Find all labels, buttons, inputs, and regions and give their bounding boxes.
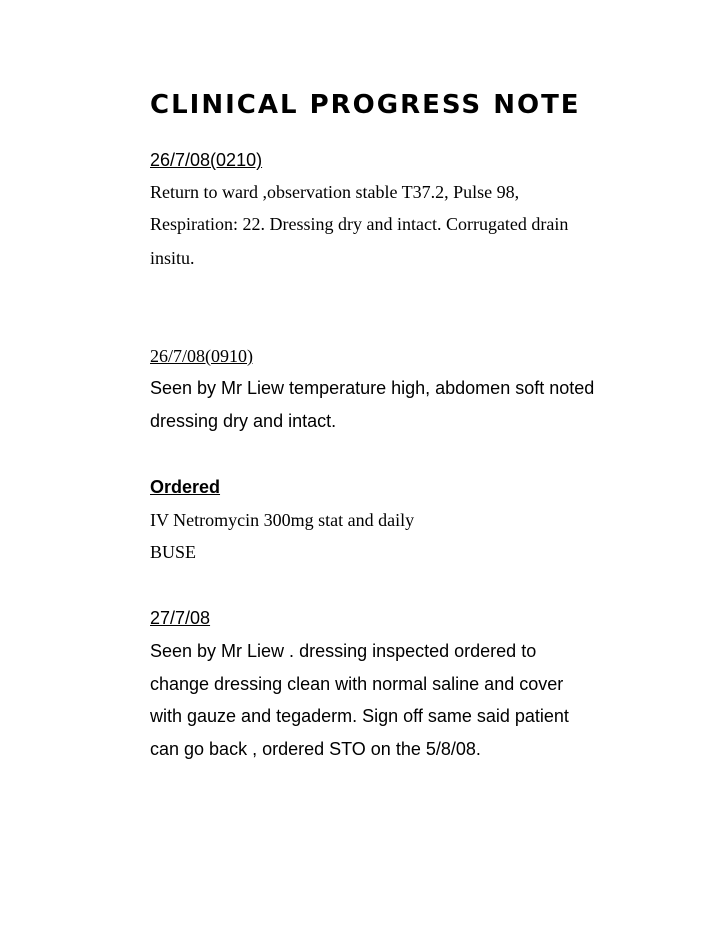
note-line: Respiration: 22. Dressing dry and intact. Corrugated drain	[150, 214, 569, 234]
note-line: change dressing clean with normal saline and cover	[150, 674, 564, 694]
note-line: can go back , ordered STO on the 5/8/08.	[150, 739, 481, 759]
order-line: BUSE	[150, 542, 197, 562]
note-line: Return to ward ,observation stable T37.2, Pulse 98,	[150, 182, 520, 202]
ordered-heading: Ordered	[150, 477, 221, 497]
note-line: with gauze and tegaderm. Sign off same said patient	[150, 706, 569, 726]
page-title: CLINICAL PROGRESS NOTE	[150, 90, 581, 120]
order-line: IV Netromycin 300mg stat and daily	[150, 510, 415, 530]
note-line: Seen by Mr Liew . dressing inspected ordered to	[150, 641, 537, 661]
entry-date: 26/7/08(0210)	[150, 150, 263, 170]
note-line: insitu.	[150, 248, 195, 268]
note-line: Seen by Mr Liew temperature high, abdomen soft noted	[150, 378, 595, 398]
note-line: dressing dry and intact.	[150, 411, 337, 431]
entry-date: 26/7/08(0910)	[150, 346, 253, 366]
entry-date: 27/7/08	[150, 608, 211, 628]
